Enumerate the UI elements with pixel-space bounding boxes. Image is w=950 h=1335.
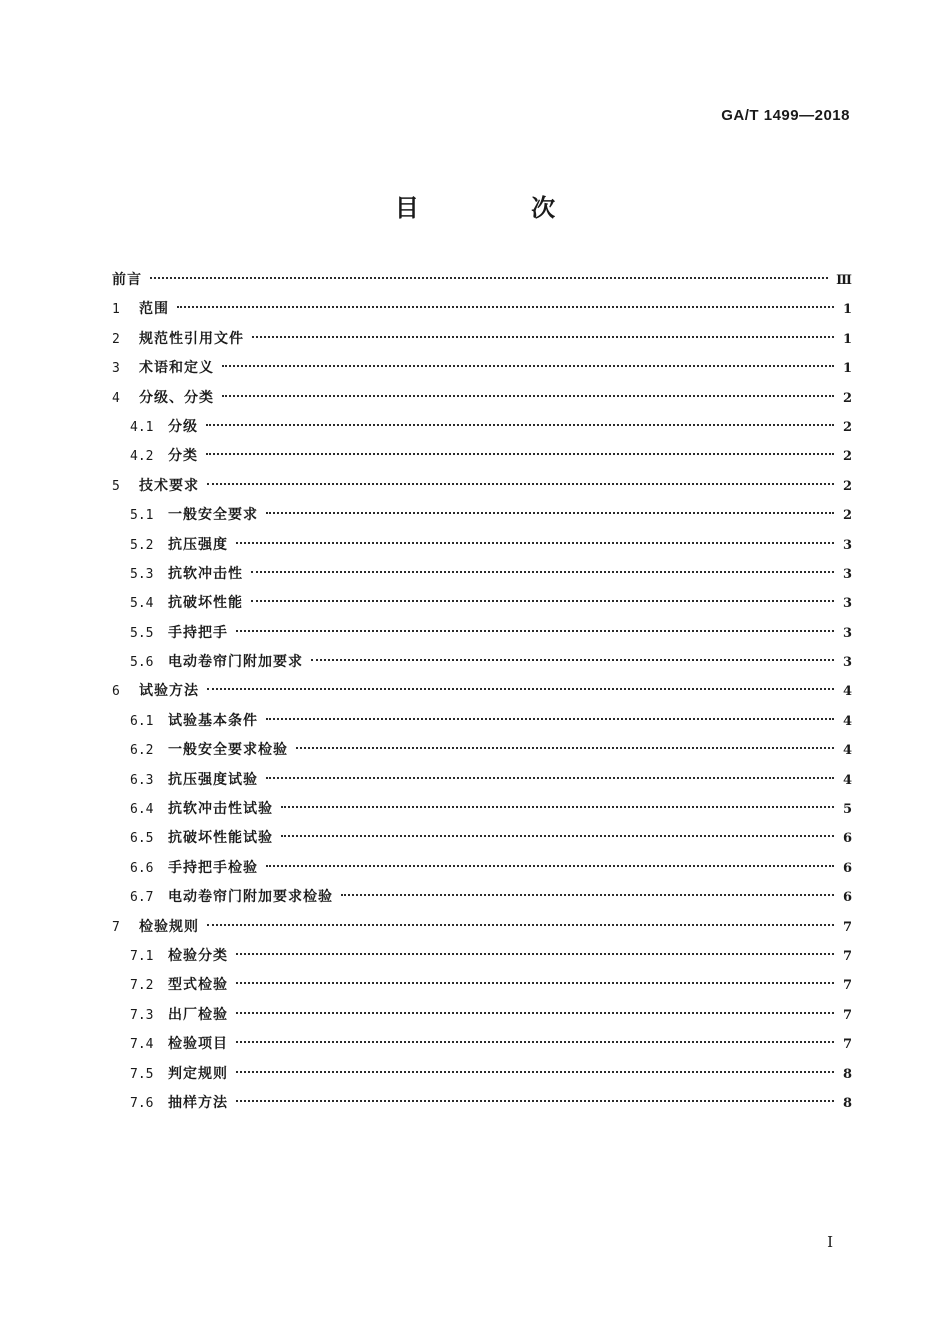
toc-entry[interactable]	[112, 766, 852, 795]
toc-entry-number: 4.2	[130, 449, 154, 465]
toc-entry-label: 抗破坏性能	[168, 595, 243, 612]
toc-entry[interactable]	[112, 883, 852, 912]
toc-dot-leader	[236, 542, 834, 544]
toc-entry-number: 4.1	[130, 419, 154, 435]
toc-entry-label: 判定规则	[168, 1065, 228, 1082]
toc-entry-label: 出厂检验	[168, 1006, 228, 1023]
toc-entry-page: 4	[842, 713, 852, 729]
toc-entry-page: 6	[842, 831, 852, 847]
toc-entry-number: 6	[112, 684, 120, 700]
toc-entry-label: 试验方法	[139, 683, 199, 700]
toc-entry[interactable]	[112, 854, 852, 883]
toc-entry-number: 5.5	[130, 625, 154, 641]
toc-entry-page: 4	[842, 743, 852, 759]
toc-entry-page: 3	[842, 537, 852, 553]
toc-dot-leader	[236, 630, 834, 632]
toc-entry[interactable]	[112, 384, 852, 413]
toc-entry-label: 抗压强度	[168, 536, 228, 553]
toc-entry-page: 1	[842, 361, 852, 377]
toc-entry-label: 技术要求	[139, 477, 199, 494]
toc-dot-leader	[251, 571, 834, 573]
toc-dot-leader	[236, 1041, 834, 1043]
toc-entry-page: 7	[842, 978, 852, 994]
toc-entry[interactable]	[112, 707, 852, 736]
toc-entry-number: 5.4	[130, 596, 154, 612]
toc-entry-number: 6.6	[130, 860, 154, 876]
toc-entry[interactable]	[112, 501, 852, 530]
toc-entry[interactable]	[112, 266, 852, 295]
toc-entry-label: 抗破坏性能试验	[168, 830, 273, 847]
toc-entry-number: 4	[112, 390, 120, 406]
toc-entry-page: 2	[842, 449, 852, 465]
toc-dot-leader	[281, 835, 834, 837]
toc-dot-leader	[266, 718, 834, 720]
toc-dot-leader	[296, 747, 834, 749]
toc-entry-number: 1	[112, 302, 120, 318]
toc-entry-label: 一般安全要求检验	[168, 742, 288, 759]
toc-dot-leader	[236, 1100, 834, 1102]
toc-entry-label: 抗软冲击性试验	[168, 801, 273, 818]
toc-dot-leader	[177, 306, 834, 308]
toc-entry-page: 3	[842, 655, 852, 671]
toc-entry-page: 4	[842, 772, 852, 788]
toc-entry[interactable]	[112, 354, 852, 383]
toc-entry[interactable]	[112, 677, 852, 706]
toc-entry-label: 抽样方法	[168, 1094, 228, 1111]
toc-entry-number: 6.1	[130, 713, 154, 729]
toc-entry[interactable]	[112, 1060, 852, 1089]
toc-entry-number: 7.4	[130, 1037, 154, 1053]
toc-entry-number: 7.3	[130, 1007, 154, 1023]
toc-entry-number: 3	[112, 361, 120, 377]
toc-entry-page: 8	[842, 1066, 852, 1082]
toc-entry-number: 5.6	[130, 655, 154, 671]
toc-dot-leader	[222, 365, 834, 367]
toc-entry-page: 2	[842, 390, 852, 406]
toc-entry[interactable]	[112, 824, 852, 853]
toc-entry[interactable]	[112, 736, 852, 765]
toc-entry-page: 5	[842, 802, 852, 818]
toc-dot-leader	[266, 865, 834, 867]
toc-dot-leader	[207, 483, 834, 485]
toc-entry-label: 规范性引用文件	[139, 330, 244, 347]
toc-entry-page: 7	[842, 1007, 852, 1023]
toc-entry-page: 3	[842, 566, 852, 582]
toc-entry-number: 5.1	[130, 508, 154, 524]
page-number: I	[827, 1233, 833, 1251]
toc-dot-leader	[150, 277, 828, 279]
toc-entry[interactable]	[112, 942, 852, 971]
toc-dot-leader	[207, 688, 834, 690]
toc-entry-label: 抗压强度试验	[168, 771, 258, 788]
toc-entry-label: 电动卷帘门附加要求	[168, 654, 303, 671]
toc-entry[interactable]	[112, 913, 852, 942]
toc-entry-page: 6	[842, 860, 852, 876]
toc-entry-label: 范围	[139, 301, 169, 318]
toc-entry-label: 检验分类	[168, 947, 228, 964]
toc-entry-label: 抗软冲击性	[168, 565, 243, 582]
toc-entry-label: 分类	[168, 448, 198, 465]
toc-entry-page: 2	[842, 419, 852, 435]
toc-entry-label: 手持把手检验	[168, 859, 258, 876]
toc-entry-number: 6.4	[130, 802, 154, 818]
toc-entry[interactable]	[112, 295, 852, 324]
toc-dot-leader	[236, 1012, 834, 1014]
toc-entry-label: 检验项目	[168, 1036, 228, 1053]
toc-entry-number: 6.7	[130, 890, 154, 906]
toc-dot-leader	[207, 924, 834, 926]
toc-entry[interactable]	[112, 413, 852, 442]
toc-entry-number: 5.2	[130, 537, 154, 553]
toc-entry-page: 6	[842, 890, 852, 906]
toc-dot-leader	[236, 1071, 834, 1073]
page-title: 目 次	[394, 194, 608, 222]
toc-entry-label: 一般安全要求	[168, 507, 258, 524]
toc-entry-page: 3	[842, 596, 852, 612]
toc-entry-number: 5.3	[130, 566, 154, 582]
toc-entry-number: 7.6	[130, 1095, 154, 1111]
toc-dot-leader	[311, 659, 834, 661]
document-code: GA/T 1499—2018	[721, 107, 850, 124]
toc-dot-leader	[206, 424, 834, 426]
toc-entry[interactable]	[112, 589, 852, 618]
toc-dot-leader	[251, 600, 834, 602]
toc-entry-number: 6.5	[130, 831, 154, 847]
toc-entry-label: 试验基本条件	[168, 712, 258, 729]
toc-entry-page: 7	[842, 948, 852, 964]
toc-entry-label: 术语和定义	[139, 360, 214, 377]
toc-entry-page: 2	[842, 478, 852, 494]
toc-entry[interactable]	[112, 1030, 852, 1059]
toc-entry[interactable]	[112, 1001, 852, 1030]
toc-entry[interactable]	[112, 531, 852, 560]
toc-entry-label: 前言	[112, 272, 142, 288]
toc-entry-number: 2	[112, 331, 120, 347]
toc-dot-leader	[206, 453, 834, 455]
toc-entry[interactable]	[112, 648, 852, 677]
toc-entry[interactable]	[112, 795, 852, 824]
toc-entry-page: 7	[842, 919, 852, 935]
toc-entry-number: 7.1	[130, 948, 154, 964]
toc-entry[interactable]	[112, 442, 852, 471]
toc-entry-page: 4	[842, 684, 852, 700]
toc-entry-number: 7	[112, 919, 120, 935]
toc-dot-leader	[222, 395, 834, 397]
toc-entry-page: 3	[842, 625, 852, 641]
toc-entry-label: 型式检验	[168, 977, 228, 994]
toc-entry[interactable]	[112, 560, 852, 589]
toc-dot-leader	[252, 336, 834, 338]
toc-entry-page: 1	[842, 331, 852, 347]
table-of-contents	[112, 266, 852, 1118]
toc-dot-leader	[266, 512, 834, 514]
toc-entry-page: 1	[842, 302, 852, 318]
toc-entry[interactable]	[112, 971, 852, 1000]
toc-entry-page: 7	[842, 1037, 852, 1053]
toc-dot-leader	[236, 982, 834, 984]
toc-entry[interactable]	[112, 619, 852, 648]
toc-dot-leader	[341, 894, 834, 896]
toc-entry[interactable]	[112, 325, 852, 354]
toc-entry-page: Ⅲ	[836, 273, 852, 288]
toc-dot-leader	[281, 806, 834, 808]
toc-entry-label: 分级、分类	[139, 389, 214, 406]
toc-entry-number: 6.2	[130, 743, 154, 759]
toc-entry-label: 分级	[168, 418, 198, 435]
toc-entry-label: 检验规则	[139, 918, 199, 935]
toc-entry[interactable]	[112, 1089, 852, 1118]
toc-entry-number: 7.2	[130, 978, 154, 994]
toc-entry[interactable]	[112, 472, 852, 501]
toc-entry-number: 5	[112, 478, 120, 494]
toc-dot-leader	[266, 777, 834, 779]
toc-dot-leader	[236, 953, 834, 955]
toc-entry-number: 7.5	[130, 1066, 154, 1082]
toc-entry-label: 手持把手	[168, 624, 228, 641]
toc-entry-page: 8	[842, 1095, 852, 1111]
toc-entry-label: 电动卷帘门附加要求检验	[168, 889, 333, 906]
toc-entry-page: 2	[842, 508, 852, 524]
toc-entry-number: 6.3	[130, 772, 154, 788]
